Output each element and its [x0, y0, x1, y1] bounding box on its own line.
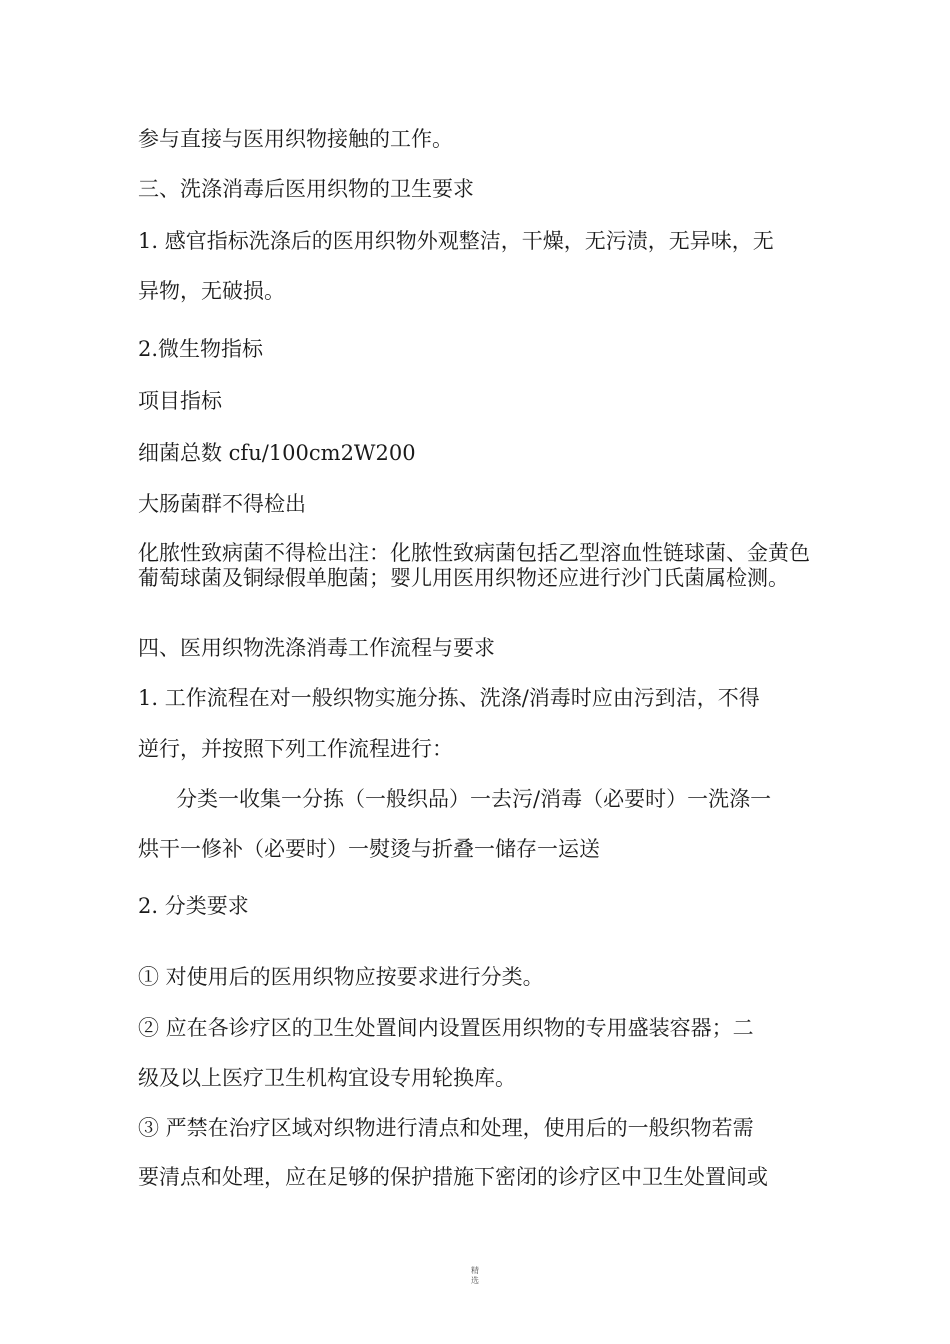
workflow-line: 分类一收集一分拣（一般织品）一去污/消毒（必要时）一洗涤一	[176, 787, 772, 811]
text-line: 参与直接与医用织物接触的工作。	[138, 127, 453, 151]
workflow-line: 烘干一修补（必要时）一熨烫与折叠一储存一运送	[138, 837, 600, 861]
list-item: ① 对使用后的医用织物应按要求进行分类。	[138, 965, 544, 989]
text-paragraph: 化脓性致病菌不得检出注：化脓性致病菌包括乙型溶血性链球菌、金黄色葡萄球菌及铜绿假单胞菌；婴儿用医用织物还应进行沙门氏菌属检测。	[138, 541, 810, 590]
list-item: ② 应在各诊疗区的卫生处置间内设置医用织物的专用盛装容器；二	[138, 1016, 754, 1040]
page-footer	[460, 1266, 490, 1286]
text-line: 细菌总数 cfu/100cm2W200	[138, 441, 416, 465]
footer-char: 精	[471, 1266, 479, 1275]
section-heading: 三、洗涤消毒后医用织物的卫生要求	[138, 177, 474, 201]
footer-char: 选	[471, 1276, 479, 1285]
text-line: 1. 工作流程在对一般织物实施分拣、洗涤/消毒时应由污到洁，不得	[138, 686, 760, 710]
subsection-heading: 2. 分类要求	[138, 894, 249, 918]
text-line: 逆行，并按照下列工作流程进行：	[138, 737, 453, 761]
list-item: ③ 严禁在治疗区域对织物进行清点和处理，使用后的一般织物若需	[138, 1116, 754, 1140]
subsection-heading: 2.微生物指标	[138, 337, 264, 361]
text-line: 要清点和处理，应在足够的保护措施下密闭的诊疗区中卫生处置间或	[138, 1165, 768, 1189]
text-line: 大肠菌群不得检出	[138, 492, 306, 516]
text-line: 1. 感官指标洗涤后的医用织物外观整洁，干燥，无污渍，无异味，无	[138, 229, 774, 253]
section-heading: 四、医用织物洗涤消毒工作流程与要求	[138, 636, 495, 660]
text-line: 级及以上医疗卫生机构宜设专用轮换库。	[138, 1066, 516, 1090]
text-line: 异物，无破损。	[138, 279, 285, 303]
text-line: 项目指标	[138, 389, 222, 413]
